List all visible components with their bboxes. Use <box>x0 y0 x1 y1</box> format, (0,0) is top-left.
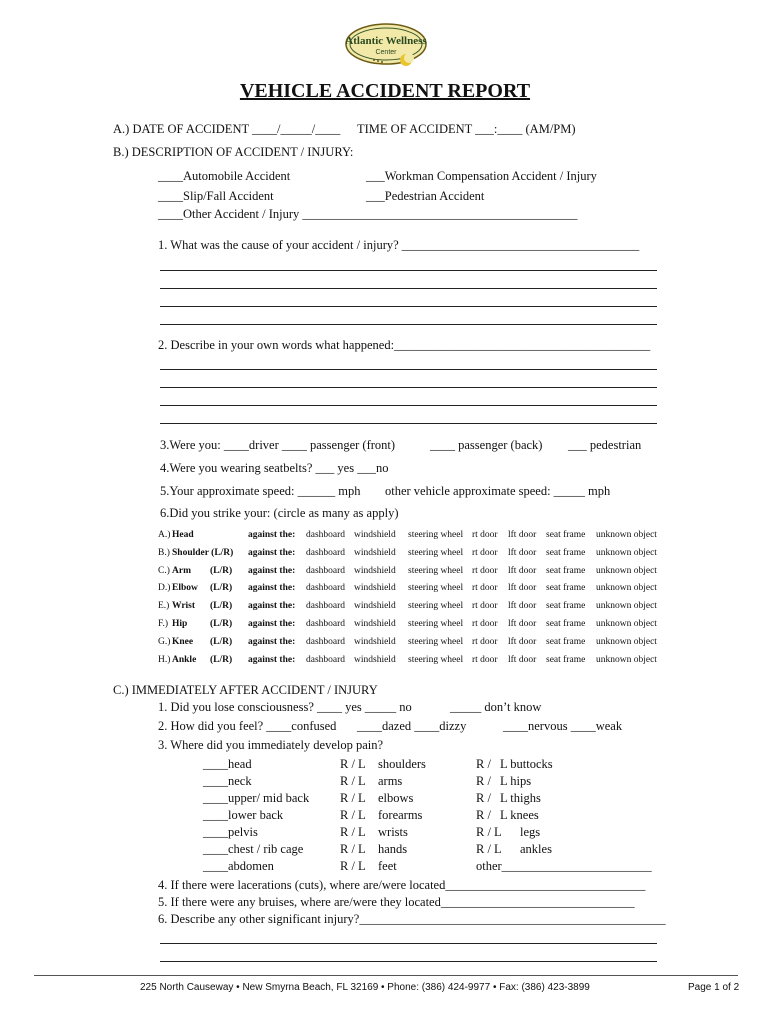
side-selector[interactable]: R / L <box>340 791 366 805</box>
body-part-side[interactable]: (L/R) <box>210 601 233 612</box>
strike-object-option[interactable]: seat frame <box>546 636 586 647</box>
strike-object-option[interactable]: lft door <box>508 565 537 576</box>
workman-comp-option[interactable]: ___Workman Compensation Accident / Injury <box>366 169 597 183</box>
date-of-accident-field[interactable]: A.) DATE OF ACCIDENT ____/_____/____ <box>113 122 341 136</box>
time-of-accident-field[interactable]: TIME OF ACCIDENT ___:____ (AM/PM) <box>357 122 576 136</box>
body-part-side[interactable]: (L/R) <box>210 583 233 594</box>
side-selector[interactable]: R / L <box>340 757 366 771</box>
nervous-weak-options[interactable]: ____nervous ____weak <box>503 719 623 733</box>
automobile-accident-option[interactable]: ____Automobile Accident <box>158 169 291 183</box>
body-part-name[interactable]: Shoulder (L/R) <box>172 547 234 558</box>
against-label: against the: <box>248 547 296 558</box>
strike-object-option[interactable]: dashboard <box>306 583 346 594</box>
strike-object-option[interactable]: lft door <box>508 601 537 612</box>
atlantic-wellness-logo <box>344 22 428 70</box>
strike-object-option[interactable]: dashboard <box>306 636 346 647</box>
section-b-heading: B.) DESCRIPTION OF ACCIDENT / INJURY: <box>113 145 354 159</box>
against-label: against the: <box>248 654 296 665</box>
strike-row <box>158 637 668 655</box>
strike-object-option[interactable]: lft door <box>508 583 537 594</box>
strike-object-option[interactable]: seat frame <box>546 619 586 629</box>
strike-object-option[interactable]: windshield <box>354 530 396 540</box>
strike-object-option[interactable]: steering wheel <box>408 619 464 629</box>
pain-part-label: elbows <box>378 791 414 805</box>
pain-part-label: forearms <box>378 808 423 822</box>
dont-know-option[interactable]: _____ don’t know <box>450 700 542 714</box>
body-part-name[interactable]: Hip <box>172 619 188 629</box>
pain-part-label: legs <box>520 825 541 839</box>
body-part-label[interactable]: D.) <box>158 583 171 594</box>
strike-object-option[interactable]: seat frame <box>546 530 586 540</box>
body-part-label[interactable]: A.) <box>158 530 171 540</box>
strike-object-option[interactable]: unknown object <box>596 565 657 576</box>
strike-object-option[interactable]: steering wheel <box>408 636 464 647</box>
pedestrian-option[interactable]: ___ pedestrian <box>568 438 642 452</box>
body-part-side[interactable]: (L/R) <box>210 565 233 576</box>
other-accident-option[interactable]: ____Other Accident / Injury ____________________________________________ <box>158 207 578 221</box>
side-selector[interactable]: R / L <box>340 825 366 839</box>
page-number: Page 1 of 2 <box>688 982 740 993</box>
other-injury-question[interactable]: 6. Describe any other significant injury?_________________________________________________ <box>158 912 666 926</box>
pain-part-label: L knees <box>500 808 539 822</box>
strike-object-option[interactable]: unknown object <box>596 619 657 629</box>
answer-line[interactable] <box>160 369 657 370</box>
body-part-name[interactable]: Knee <box>172 636 194 647</box>
strike-object-option[interactable]: rt door <box>472 619 498 629</box>
side-selector[interactable]: R / <box>476 791 491 805</box>
svg-text:Atlantic Wellness: Atlantic Wellness <box>345 35 427 47</box>
strike-object-option[interactable]: lft door <box>508 547 537 558</box>
side-selector[interactable]: R / L <box>340 842 366 856</box>
feel-question[interactable]: 2. How did you feel? ____confused <box>158 719 337 733</box>
strike-object-option[interactable]: windshield <box>354 636 396 647</box>
against-label: against the: <box>248 583 296 594</box>
strike-object-option[interactable]: rt door <box>472 547 498 558</box>
footer-divider <box>34 975 738 976</box>
passenger-back-option[interactable]: ____ passenger (back) <box>430 438 543 452</box>
pain-part-label: shoulders <box>378 757 426 771</box>
body-part-side[interactable]: (L/R) <box>210 636 233 647</box>
seatbelt-question[interactable]: 4.Were you wearing seatbelts? ___ yes ___no <box>160 461 389 475</box>
answer-line[interactable] <box>160 405 657 406</box>
strike-object-option[interactable]: steering wheel <box>408 654 464 665</box>
strike-object-option[interactable]: unknown object <box>596 583 657 594</box>
strike-object-option[interactable]: rt door <box>472 654 498 665</box>
strike-object-option[interactable]: seat frame <box>546 601 586 612</box>
strike-object-option[interactable]: seat frame <box>546 583 586 594</box>
answer-line[interactable] <box>160 306 657 307</box>
body-part-name[interactable]: Ankle <box>172 654 197 665</box>
strike-object-option[interactable]: rt door <box>472 583 498 594</box>
strike-object-option[interactable]: steering wheel <box>408 583 464 594</box>
strike-object-option[interactable]: lft door <box>508 654 537 665</box>
page-title: VEHICLE ACCIDENT REPORT <box>239 80 531 102</box>
against-label: against the: <box>248 619 296 629</box>
answer-line[interactable] <box>160 423 657 424</box>
strike-object-option[interactable]: rt door <box>472 636 498 647</box>
pain-part-label: wrists <box>378 825 408 839</box>
against-label: against the: <box>248 530 296 540</box>
strike-object-option[interactable]: lft door <box>508 636 537 647</box>
strike-object-option[interactable]: lft door <box>508 619 537 629</box>
side-selector[interactable]: R / L <box>340 859 366 873</box>
body-part-label[interactable]: B.) <box>158 547 170 558</box>
body-part-label[interactable]: E.) <box>158 601 170 612</box>
strike-row <box>158 655 668 673</box>
pain-area-option[interactable]: ____chest / rib cage <box>203 842 304 856</box>
strike-object-option[interactable]: steering wheel <box>408 565 464 576</box>
strike-object-option[interactable]: seat frame <box>546 547 586 558</box>
body-part-name[interactable]: Head <box>172 530 194 540</box>
body-part-name[interactable]: Wrist <box>172 601 196 612</box>
strike-row <box>158 601 668 619</box>
side-selector[interactable]: R / <box>476 757 491 771</box>
lacerations-question[interactable]: 4. If there were lacerations (cuts), where are/were located________________________________ <box>158 878 646 892</box>
answer-line[interactable] <box>160 961 657 962</box>
strike-object-option[interactable]: windshield <box>354 654 396 665</box>
section-c-heading: C.) IMMEDIATELY AFTER ACCIDENT / INJURY <box>113 683 378 697</box>
strike-object-option[interactable]: rt door <box>472 565 498 576</box>
answer-line[interactable] <box>160 324 657 325</box>
other-vehicle-speed[interactable]: other vehicle approximate speed: _____ mph <box>385 484 611 498</box>
pain-area-option[interactable]: ____abdomen <box>203 859 274 873</box>
strike-row <box>158 619 668 637</box>
against-label: against the: <box>248 636 296 647</box>
pain-part-label: ankles <box>520 842 552 856</box>
dazed-dizzy-options[interactable]: ____dazed ____dizzy <box>357 719 467 733</box>
strike-object-option[interactable]: dashboard <box>306 619 346 629</box>
strike-question: 6.Did you strike your: (circle as many as apply) <box>160 506 399 520</box>
svg-text:Center: Center <box>375 49 397 56</box>
strike-object-option[interactable]: dashboard <box>306 565 346 576</box>
consciousness-question[interactable]: 1. Did you lose consciousness? ____ yes _____ no <box>158 700 412 714</box>
strike-row <box>158 583 668 601</box>
side-selector[interactable]: R / L <box>340 808 366 822</box>
bruises-question[interactable]: 5. If there were any bruises, where are/were they located_______________________________ <box>158 895 635 909</box>
speed-question[interactable]: 5.Your approximate speed: ______ mph <box>160 484 361 498</box>
strike-object-option[interactable]: windshield <box>354 565 396 576</box>
strike-object-option[interactable]: unknown object <box>596 530 657 540</box>
strike-object-option[interactable]: steering wheel <box>408 601 464 612</box>
body-part-label[interactable]: F.) <box>158 619 169 629</box>
strike-object-option[interactable]: rt door <box>472 601 498 612</box>
against-label: against the: <box>248 565 296 576</box>
pain-part-label: L buttocks <box>500 757 553 771</box>
body-part-name[interactable]: Elbow <box>172 583 198 594</box>
strike-object-option[interactable]: dashboard <box>306 601 346 612</box>
pain-part-label: L thighs <box>500 791 541 805</box>
strike-object-option[interactable]: dashboard <box>306 530 346 540</box>
body-part-label[interactable]: C.) <box>158 565 170 576</box>
answer-line[interactable] <box>160 943 657 944</box>
body-part-label[interactable]: G.) <box>158 636 171 647</box>
strike-object-option[interactable]: steering wheel <box>408 530 464 540</box>
strike-row <box>158 530 668 548</box>
answer-line[interactable] <box>160 288 657 289</box>
side-selector[interactable]: R / L <box>476 842 502 856</box>
pain-area-option[interactable]: ____lower back <box>203 808 284 822</box>
body-part-name[interactable]: Arm <box>172 565 191 576</box>
pain-part-label: hands <box>378 842 408 856</box>
strike-row <box>158 548 668 566</box>
body-part-side[interactable]: (L/R) <box>210 654 233 665</box>
pain-area-option[interactable]: ____head <box>203 757 252 771</box>
pain-part-label: other________________________ <box>476 859 652 873</box>
strike-object-option[interactable]: unknown object <box>596 654 657 665</box>
against-label: against the: <box>248 601 296 612</box>
cause-question[interactable]: 1. What was the cause of your accident / injury? ______________________________________ <box>158 238 640 252</box>
pain-area-option[interactable]: ____pelvis <box>203 825 258 839</box>
pain-area-option[interactable]: ____upper/ mid back <box>203 791 310 805</box>
strike-object-option[interactable]: lft door <box>508 530 537 540</box>
strike-object-option[interactable]: unknown object <box>596 601 657 612</box>
strike-object-option[interactable]: windshield <box>354 583 396 594</box>
body-part-side[interactable]: (L/R) <box>210 619 233 629</box>
side-selector[interactable]: R / L <box>340 774 366 788</box>
pain-area-option[interactable]: ____neck <box>203 774 252 788</box>
footer-address: 225 North Causeway • New Smyrna Beach, FL 32169 • Phone: (386) 424-9977 • Fax: (386) 423-3899 <box>140 982 590 993</box>
describe-question[interactable]: 2. Describe in your own words what happened:_________________________________________ <box>158 338 651 352</box>
strike-object-option[interactable]: seat frame <box>546 654 586 665</box>
strike-object-option[interactable]: unknown object <box>596 547 657 558</box>
body-part-label[interactable]: H.) <box>158 654 171 665</box>
strike-object-option[interactable]: steering wheel <box>408 547 464 558</box>
strike-object-option[interactable]: windshield <box>354 547 396 558</box>
strike-object-option[interactable]: rt door <box>472 530 498 540</box>
side-selector[interactable]: R / <box>476 774 491 788</box>
were-you-question[interactable]: 3.Were you: ____driver ____ passenger (front) <box>160 438 396 452</box>
pain-part-label: L hips <box>500 774 532 788</box>
pain-part-label: arms <box>378 774 403 788</box>
strike-object-option[interactable]: unknown object <box>596 636 657 647</box>
strike-object-option[interactable]: windshield <box>354 619 396 629</box>
strike-object-option[interactable]: seat frame <box>546 565 586 576</box>
pedestrian-accident-option[interactable]: ___Pedestrian Accident <box>366 189 485 203</box>
strike-row <box>158 566 668 584</box>
pain-question: 3. Where did you immediately develop pain? <box>158 738 384 752</box>
answer-line[interactable] <box>160 270 657 271</box>
strike-object-option[interactable]: dashboard <box>306 654 346 665</box>
strike-object-option[interactable]: windshield <box>354 601 396 612</box>
side-selector[interactable]: R / <box>476 808 491 822</box>
pain-part-label: feet <box>378 859 397 873</box>
side-selector[interactable]: R / L <box>476 825 502 839</box>
strike-object-option[interactable]: dashboard <box>306 547 346 558</box>
slip-fall-option[interactable]: ____Slip/Fall Accident <box>158 189 274 203</box>
answer-line[interactable] <box>160 387 657 388</box>
